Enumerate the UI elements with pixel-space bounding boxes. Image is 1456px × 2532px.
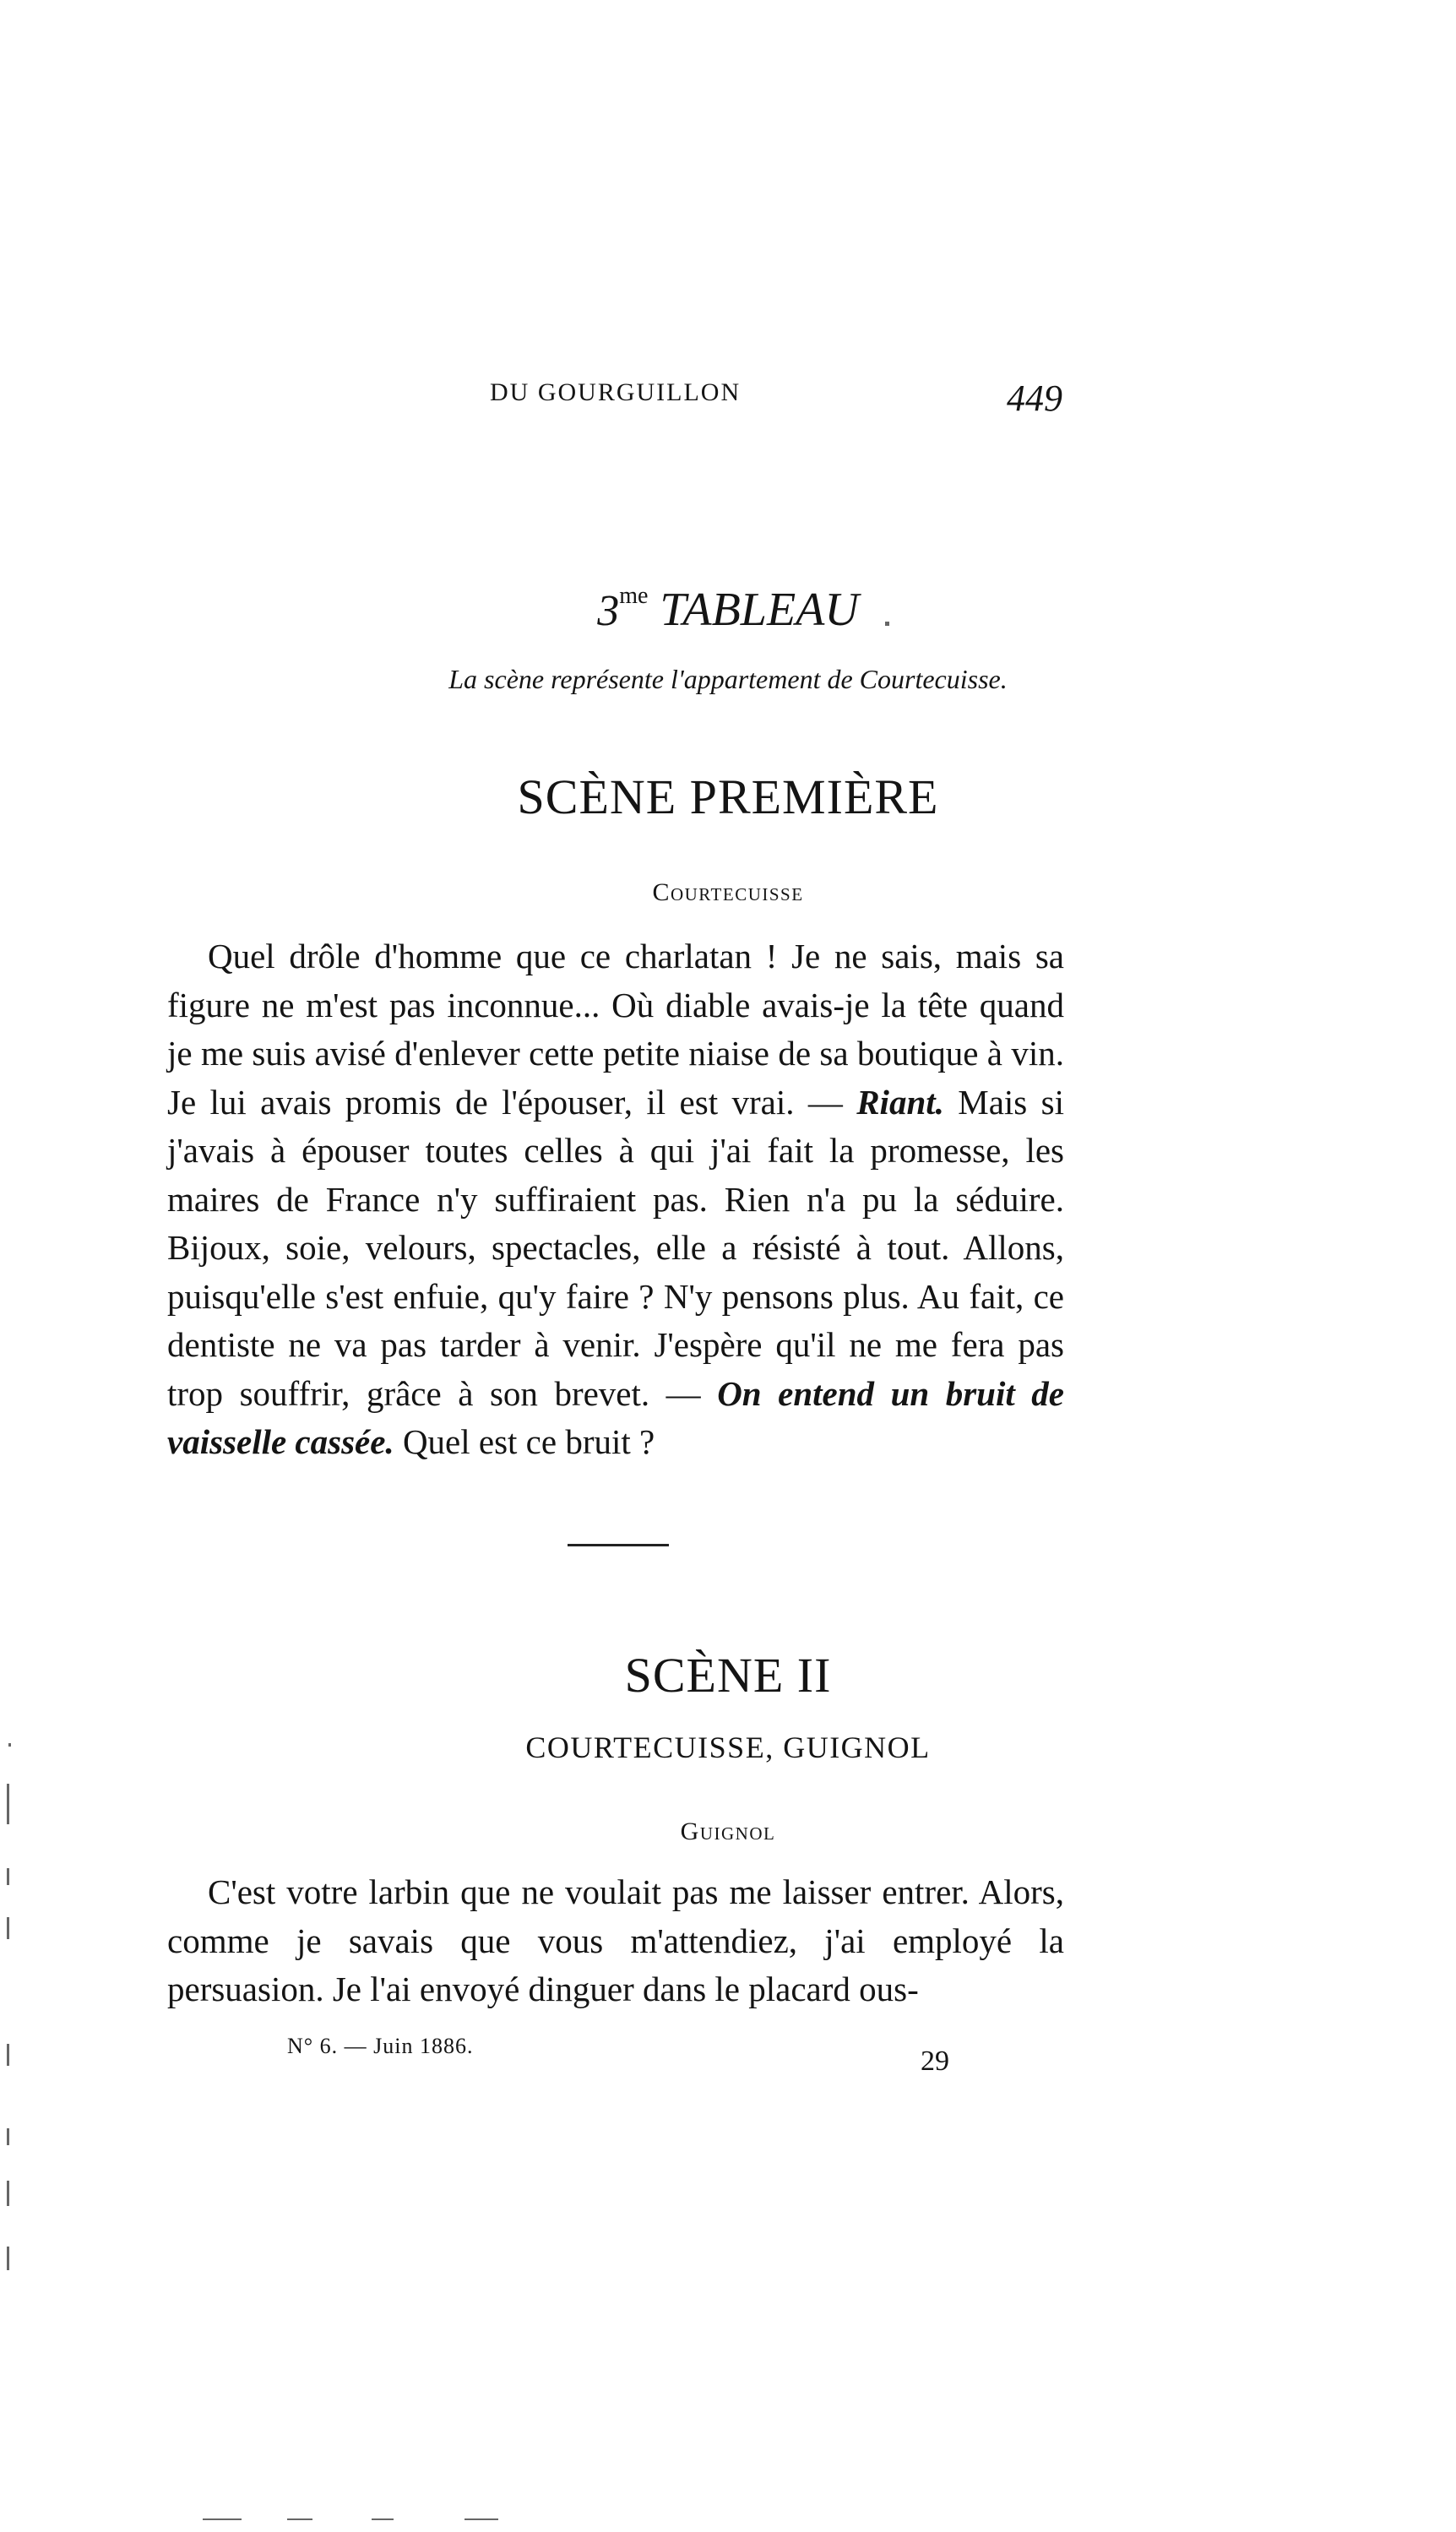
scene-1-speaker: Courtecuisse (652, 878, 804, 906)
scene-2-speaker: Guignol (680, 1817, 776, 1845)
scene-2-dialogue (167, 1868, 1064, 2014)
tableau-stage-direction: La scène représente l'appartement de Courtecuisse. (448, 664, 1008, 694)
dialogue-text: C'est votre larbin que ne voulait pas me laisser entrer. Alors, comme je savais que vous m'attendiez, j'ai employé la persuasion. Je l'ai envoyé dinguer dans le placard ous- (167, 1872, 1064, 2008)
running-head: DU GOURGUILLON (490, 378, 742, 406)
dialogue-text: Mais si j'avais à épouser toutes celles à qui j'ai fait la promesse, les maires de France n'y suffiraient pas. Rien n'a pu la séduire. Bijoux, soie, velours, spectacles, elle a résisté à tout. Allons, puisqu'elle s'est enfuie, qu'y faire ? N'y pensons plus. Au fait, ce dentiste ne va pas tarder à venir. J'espère qu'il ne me fera pas trop souffrir, grâce à son brevet. — (167, 1082, 1064, 1413)
footer-signature: 29 (921, 2046, 949, 2077)
dialogue-text: Quel drôle d'homme que ce charlatan ! Je ne sais, mais sa figure ne m'est pas inconnue... Où diable avais-je la tête quand je me suis avisé d'enlever cette petite niaise de sa boutique à vin. Je lui avais promis de l'épouser, il est vrai. — (167, 937, 1064, 1122)
scene-1-title: SCÈNE PREMIÈRE (517, 769, 939, 824)
tableau-title: TABLEAU (660, 584, 859, 636)
dialogue-text: Quel est ce bruit ? (394, 1422, 655, 1461)
stage-direction-inline: On entend un bruit de vaisselle cassée. (167, 1373, 1064, 1461)
scene-2-characters: COURTECUISSE, GUIGNOL (525, 1731, 931, 1764)
scene-divider (568, 1544, 669, 1546)
scene-2-title: SCÈNE II (624, 1648, 832, 1703)
tableau-number: 3 (597, 587, 620, 635)
stage-direction-riant: Riant. (856, 1082, 944, 1122)
tableau-heading (0, 583, 1456, 637)
scene-1-dialogue (167, 932, 1064, 1467)
footer-issue: N° 6. — Juin 1886. (287, 2034, 474, 2058)
tableau-number-suffix: me (619, 583, 649, 609)
page-number: 449 (1007, 378, 1062, 419)
